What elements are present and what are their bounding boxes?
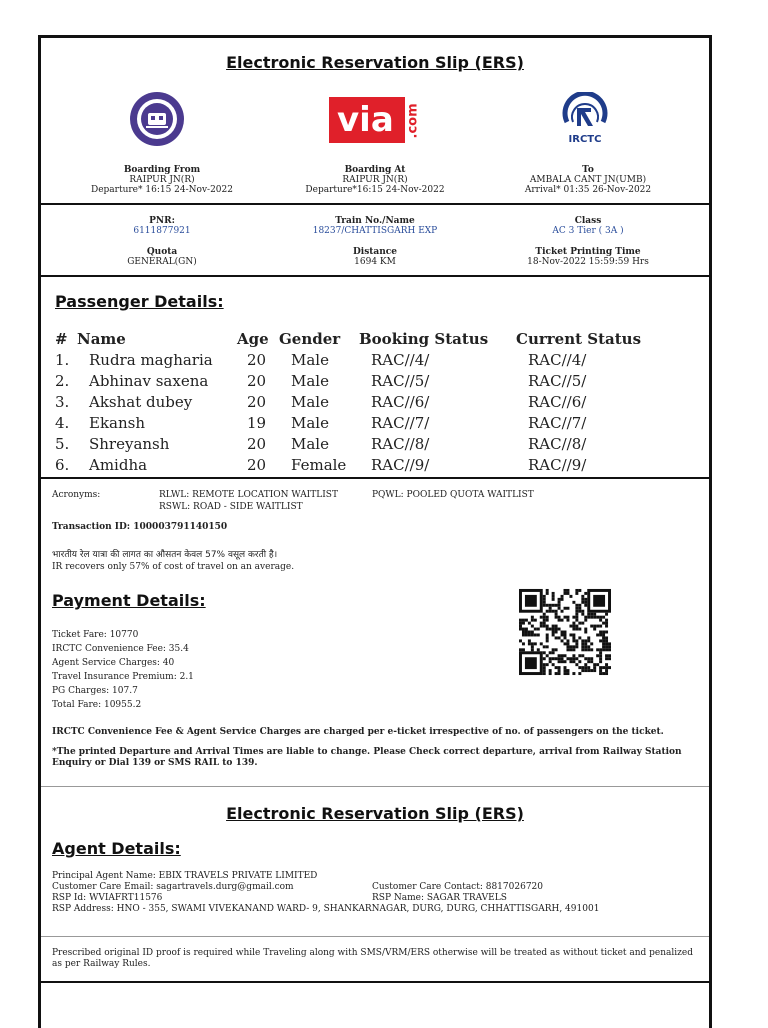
current-status: RAC//5/ [528, 372, 587, 390]
cost-note-hindi: भारतीय रेल यात्रा की लागत का औसतन केवल 57% वसूल करती है। [52, 550, 278, 560]
passenger-gender: Male [291, 435, 329, 453]
rsp-id: RSP Id: WVIAFRT11576 [52, 893, 163, 903]
insurance-premium: Travel Insurance Premium: 2.1 [52, 672, 194, 682]
row-number: 6. [55, 456, 70, 474]
passenger-gender: Female [291, 456, 347, 474]
customer-care-contact: Customer Care Contact: 8817026720 [372, 882, 543, 892]
indian-railways-logo [129, 91, 185, 151]
acronyms-label: Acronyms: [52, 490, 101, 500]
acronym-rlwl: RLWL: REMOTE LOCATION WAITLIST [159, 490, 338, 500]
current-status: RAC//6/ [528, 393, 587, 411]
booking-status: RAC//8/ [371, 435, 430, 453]
acronym-pqwl: PQWL: POOLED QUOTA WAITLIST [372, 490, 534, 500]
row-number: 5. [55, 435, 70, 453]
booking-status: RAC//5/ [371, 372, 430, 390]
divider [41, 477, 709, 479]
row-number: 4. [55, 414, 70, 432]
current-status: RAC//7/ [528, 414, 587, 432]
row-number: 2. [55, 372, 70, 390]
fee-note: IRCTC Convenience Fee & Agent Service Charges are charged per e-ticket irrespective of no. of passengers on the ticket. [52, 727, 664, 737]
passenger-gender: Male [291, 372, 329, 390]
qr-code [519, 588, 611, 676]
boarding-at: Boarding At RAIPUR JN(R) Departure*16:15 24-Nov-2022 [305, 165, 445, 195]
ers-title: Electronic Reservation Slip (ERS) [226, 53, 524, 72]
row-number: 1. [55, 351, 70, 369]
cost-note-english: IR recovers only 57% of cost of travel on an average. [52, 562, 295, 572]
agent-details-title: Agent Details: [52, 839, 181, 858]
class-value: AC 3 Tier ( 3A ) [552, 226, 624, 236]
ers-title-agent: Electronic Reservation Slip (ERS) [226, 804, 524, 823]
pnr-value: 6111877921 [133, 226, 191, 236]
booking-status: RAC//9/ [371, 456, 430, 474]
passenger-age: 19 [247, 414, 267, 432]
acronym-rswl: RSWL: ROAD - SIDE WAITLIST [159, 502, 303, 512]
ticket-frame: Electronic Reservation Slip (ERS) via .com IRCTC Boarding From RAIPUR JN(R) Departure* 16:15 24-Nov-2022 Boarding At RAIPUR JN(R) Departure*16:15 24-Nov-2022 To AMBALA CANT JN(UMB) Arrival* 01:35 26-Nov-2022 PNR: 6111877921 Train No./Name 18237/CHATTISGARH EXP Class AC 3 Tier ( 3A ) Quota GENERAL(GN) Distance 1694 KM Ticket Printing Time 18-Nov-2022 15:59:59 Hrs Passenger Details: # Name Age Gender Booking Status Current Status 1. Rudra magharia 20 Male RAC//4/ RAC//4/ 2. Abhinav saxena 20 Male RAC//5/ RAC//5/ 3. Akshat dubey 20 Male RAC//6/ RAC//6/ 4. Ekansh 19 Male RAC//7/ RAC//7/ 5. Shreyansh 20 Male RAC//8/ RAC//8/ 6. Amidha 20 Female RAC//9/ RAC//9/ Acronyms: RLWL: REMOTE LOCATION WAITLIST PQWL: POOLED QUOTA WAITLIST RSWL: ROAD - SIDE WAITLIST Transaction ID: 100003791140150 भारतीय रेल यात्रा की लागत का औसतन केवल 57% वसूल करती है। IR recovers only 57% of cost of travel on an average. Payment Details: Ticket Fare: 10770 IRCTC Convenience Fee: 35.4 Agent Service Charges: 40 Travel Insurance Premium: 2.1 PG Charges: 107.7 Total Fare: 10955.2 IRCTC Convenience Fee & Agent Service Charges are charged per e-ticket irrespective of no. of passengers on the ticket. *The printed Departure and Arrival Times are liable to change. Please Check correct departure, arrival from Railway Station Enquiry or Dial 139 or SMS RAIL to 139. Electronic Reservation Slip (ERS) Agent Details: Principal Agent Name: EBIX TRAVELS PRIVATE LIMITED Customer Care Email: sagartravels.durg@gmail.com Customer Care Contact: 8817026720 RSP Id: WVIAFRT11576 RSP Name: SAGAR TRAVELS RSP Address: HNO - 355, SWAMI VIVEKANAND WARD- 9, SHANKARNAGAR, DURG, DURG, CHHATTISGARH, 491001 Prescribed original ID proof is required while Traveling along with SMS/VRM/ERS otherwise will be treated as without ticket and penalized as per Railway Rules. [38, 35, 712, 1028]
passenger-gender: Male [291, 393, 329, 411]
principal-agent: Principal Agent Name: EBIX TRAVELS PRIVATE LIMITED [52, 871, 318, 881]
passenger-age: 20 [247, 351, 267, 369]
print-time-block: Ticket Printing Time 18-Nov-2022 15:59:59 Hrs [527, 247, 649, 267]
irctc-logo: IRCTC [559, 92, 611, 150]
passenger-gender: Male [291, 414, 329, 432]
passenger-age: 20 [247, 393, 267, 411]
divider [41, 275, 709, 277]
row-number: 3. [55, 393, 70, 411]
passenger-gender: Male [291, 351, 329, 369]
time-note: *The printed Departure and Arrival Times are liable to change. Please Check correct departure, arrival from Railway Station Enquiry or Dial 139 or SMS RAIL to 139. [52, 747, 682, 768]
divider [41, 981, 709, 983]
ticket-fare: Ticket Fare: 10770 [52, 630, 139, 640]
id-proof-note: Prescribed original ID proof is required while Traveling along with SMS/VRM/ERS otherwise will be treated as without ticket and penalized as per Railway Rules. [52, 948, 693, 969]
agent-service-charges: Agent Service Charges: 40 [52, 658, 175, 668]
passenger-age: 20 [247, 372, 267, 390]
convenience-fee: IRCTC Convenience Fee: 35.4 [52, 644, 189, 654]
pg-charges: PG Charges: 107.7 [52, 686, 138, 696]
passenger-name: Shreyansh [89, 435, 170, 453]
distance-block: Distance 1694 KM [352, 247, 398, 267]
train-value: 18237/CHATTISGARH EXP [312, 226, 438, 236]
rsp-name: RSP Name: SAGAR TRAVELS [372, 893, 507, 903]
divider [41, 203, 709, 205]
passenger-name: Rudra magharia [89, 351, 213, 369]
rsp-address: RSP Address: HNO - 355, SWAMI VIVEKANAND WARD- 9, SHANKARNAGAR, DURG, DURG, CHHATTISGARH, 491001 [52, 904, 600, 914]
transaction-id: Transaction ID: 100003791140150 [52, 522, 228, 532]
passenger-name: Ekansh [89, 414, 146, 432]
quota-block: Quota GENERAL(GN) [127, 247, 197, 267]
boarding-from: Boarding From RAIPUR JN(R) Departure* 16:15 24-Nov-2022 [91, 165, 233, 195]
passenger-name: Abhinav saxena [89, 372, 209, 390]
train-block: Train No./Name 18237/CHATTISGARH EXP [265, 216, 485, 236]
divider [41, 936, 709, 937]
booking-status: RAC//7/ [371, 414, 430, 432]
current-status: RAC//4/ [528, 351, 587, 369]
payment-details-title: Payment Details: [52, 591, 206, 610]
current-status: RAC//8/ [528, 435, 587, 453]
customer-care-email: Customer Care Email: sagartravels.durg@gmail.com [52, 882, 294, 892]
class-block: Class AC 3 Tier ( 3A ) [478, 216, 698, 236]
passenger-name: Akshat dubey [89, 393, 193, 411]
passenger-age: 20 [247, 456, 267, 474]
divider [41, 786, 709, 787]
passenger-details-title: Passenger Details: [55, 292, 224, 311]
current-status: RAC//9/ [528, 456, 587, 474]
payment-lines [52, 628, 194, 712]
passenger-age: 20 [247, 435, 267, 453]
via-logo: via .com [329, 97, 421, 145]
destination: To AMBALA CANT JN(UMB) Arrival* 01:35 26-Nov-2022 [524, 165, 652, 195]
booking-status: RAC//6/ [371, 393, 430, 411]
total-fare: Total Fare: 10955.2 [52, 700, 142, 710]
pnr-block: PNR: 6111877921 [52, 216, 272, 236]
passenger-name: Amidha [89, 456, 148, 474]
booking-status: RAC//4/ [371, 351, 430, 369]
